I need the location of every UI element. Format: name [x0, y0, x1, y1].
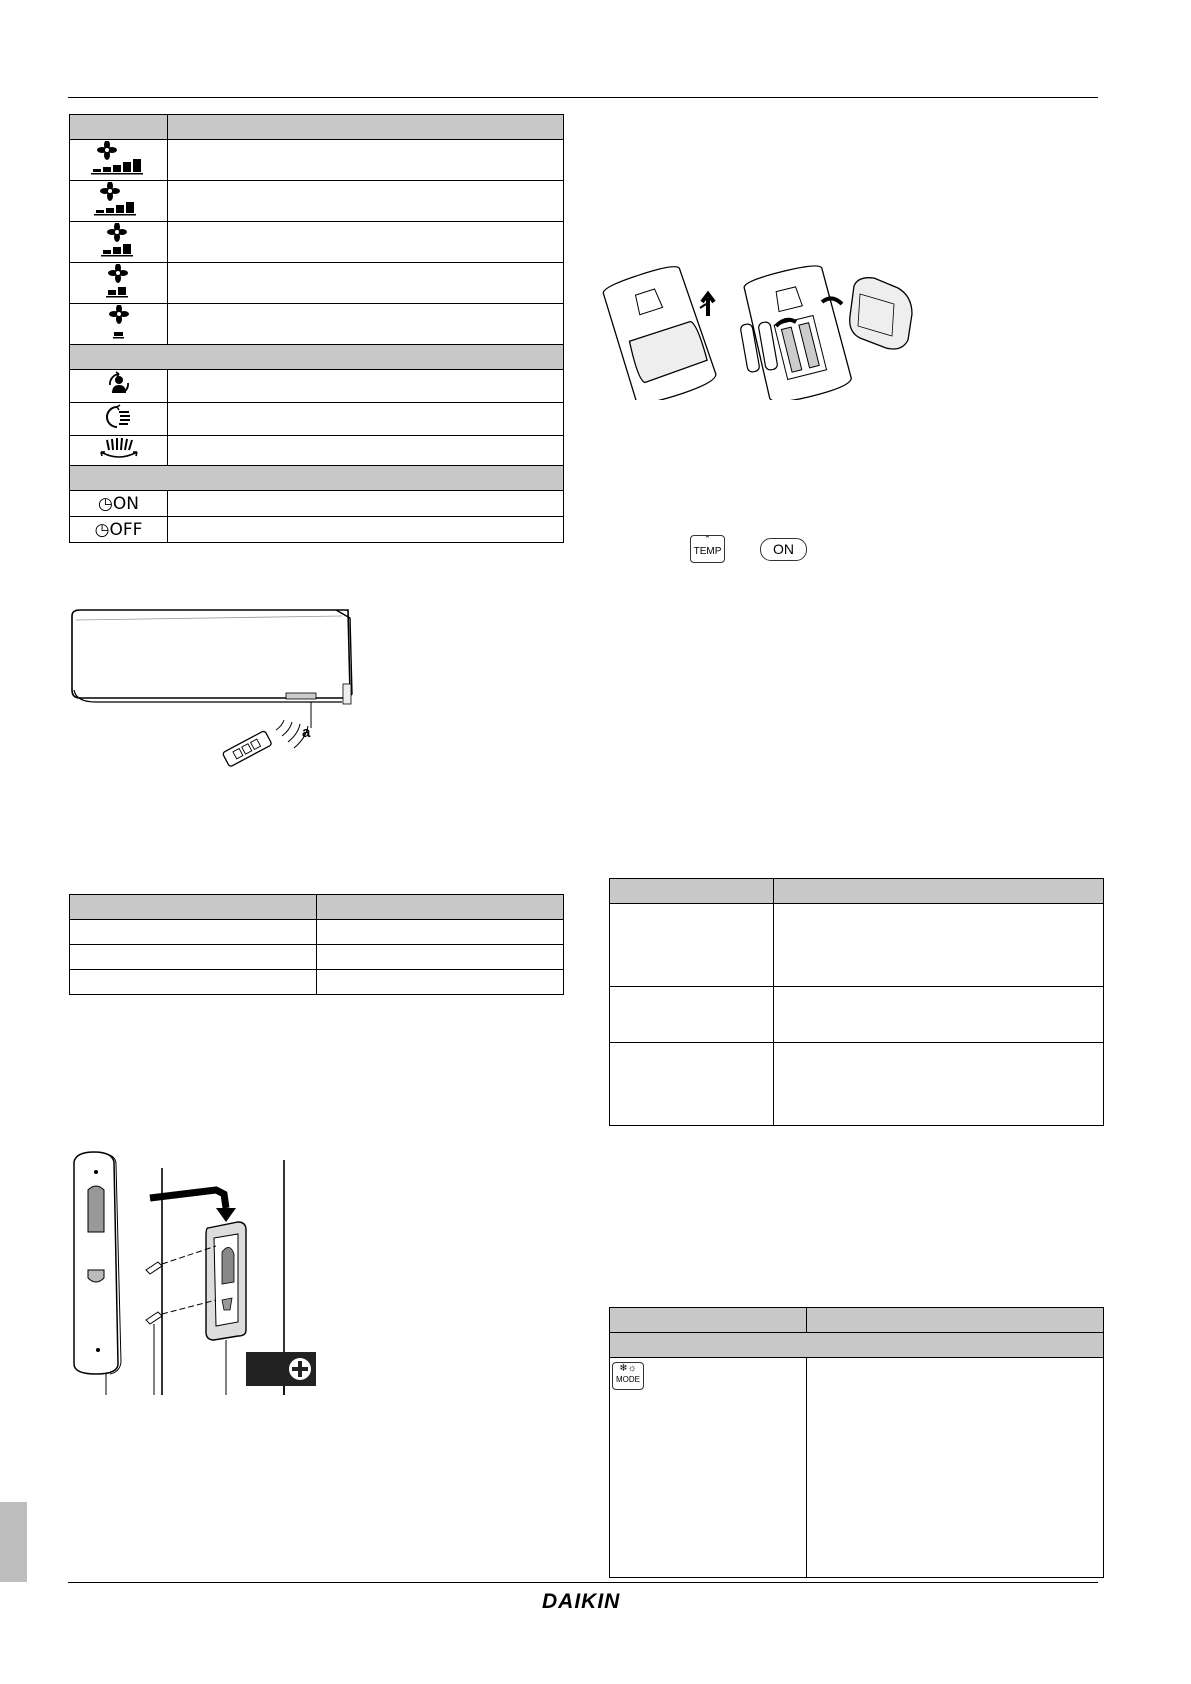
indoor-unit-figure	[66, 602, 361, 772]
cool-heat-icon: ❄☼	[619, 1363, 637, 1374]
table-header	[70, 115, 168, 140]
header-rule	[68, 97, 1098, 98]
wide-airflow-icon	[97, 436, 141, 460]
swing-icon	[105, 404, 133, 430]
callout-a: a	[302, 724, 311, 741]
fan-speed-4-icon	[94, 182, 144, 216]
phillips-screwdriver-icon	[289, 1358, 311, 1380]
table-row	[70, 517, 168, 543]
comfort-person-icon	[106, 371, 132, 397]
on-label: ON	[773, 541, 794, 557]
table-row	[70, 920, 317, 945]
display-icons-table	[69, 114, 564, 543]
fan-speed-3-icon	[101, 223, 137, 257]
right-table-2	[609, 1307, 1104, 1578]
fan-speed-1-icon	[109, 305, 129, 339]
footer-rule	[68, 1582, 1098, 1583]
table-row	[610, 1043, 774, 1126]
remote-control-icon	[222, 730, 272, 767]
table-row	[70, 370, 168, 403]
temp-label: TEMP	[693, 546, 722, 557]
remote-holder-mounting-figure	[66, 1150, 326, 1395]
daikin-logo: DAIKIN	[542, 1590, 621, 1613]
on-button-icon	[760, 538, 807, 561]
timer-on-label: ON	[112, 493, 139, 514]
right-table-1	[609, 878, 1104, 1126]
section-header-timer	[70, 466, 564, 491]
table-row	[70, 222, 168, 263]
small-table	[69, 894, 564, 995]
table-row	[610, 904, 774, 987]
section-header	[610, 1333, 1104, 1358]
timer-off-label: OFF	[109, 519, 143, 540]
table-row	[70, 436, 168, 466]
mode-button-icon	[612, 1362, 644, 1390]
battery-replacement-figure	[596, 264, 926, 400]
table-row	[610, 1358, 807, 1578]
section-header-airflow	[70, 345, 564, 370]
chapter-side-tab	[0, 1502, 27, 1582]
temp-up-button-icon: ˆ TEMP	[690, 535, 725, 563]
mode-label: MODE	[616, 1375, 640, 1384]
table-row	[70, 945, 317, 970]
fan-speed-2-icon	[106, 264, 132, 298]
table-row	[70, 304, 168, 345]
timer-on-icon: ◷ON	[98, 493, 139, 514]
fan-speed-5-icon	[91, 141, 147, 175]
timer-off-icon: ◷OFF	[94, 519, 143, 540]
table-row	[70, 263, 168, 304]
table-row	[610, 987, 774, 1043]
table-row	[70, 491, 168, 517]
table-row	[70, 140, 168, 181]
table-row	[70, 403, 168, 436]
table-row	[70, 970, 317, 995]
table-row	[70, 181, 168, 222]
